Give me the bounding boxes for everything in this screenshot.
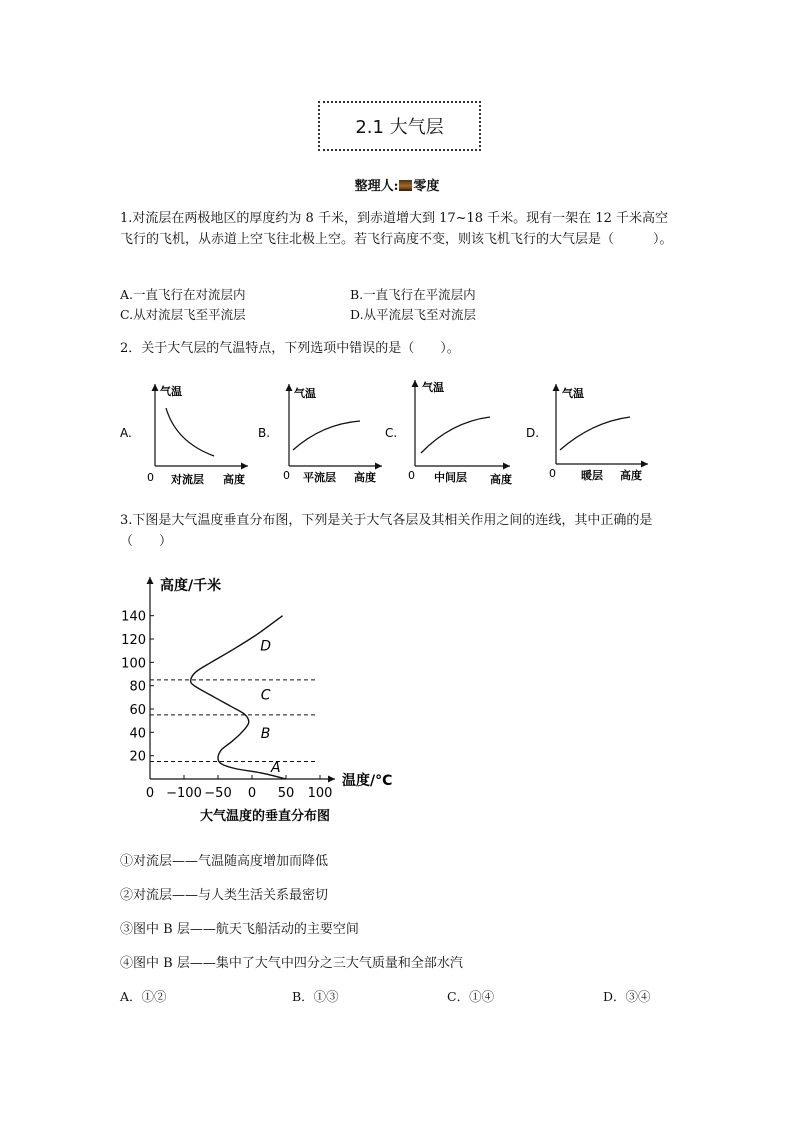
organizer-label: 整理人: [354, 179, 399, 194]
q3-answer-a: A．①② [120, 989, 167, 1004]
x-tick-label: −100 [166, 786, 202, 801]
graph-a-origin: 0 [147, 471, 154, 484]
graph-d-curve [560, 417, 630, 450]
q2-graph-b [258, 384, 382, 484]
graph-c-letter: C. [385, 426, 398, 440]
graph-d-letter: D. [526, 426, 540, 440]
graph-c-origin: 0 [408, 469, 415, 482]
x-tick-label: 0 [247, 786, 257, 801]
q2-graphs [110, 370, 670, 492]
x-tick-label: −50 [204, 786, 232, 801]
chart-x-label: 温度/°C [342, 773, 393, 789]
graph-a-letter: A. [120, 426, 132, 440]
chart-y-label: 高度/千米 [160, 578, 222, 594]
graph-c-layer: 中间层 [434, 471, 467, 484]
y-tick-label: 140 [121, 609, 146, 625]
q3-answer-c: C．①④ [447, 989, 495, 1004]
graph-a-layer: 对流层 [171, 473, 204, 486]
graph-d-layer: 暖层 [581, 469, 603, 482]
x-tick-label: 50 [277, 786, 295, 801]
layer-label-b: B [260, 726, 271, 743]
layer-label-d: D [260, 638, 271, 655]
avatar-icon [399, 180, 412, 191]
y-tick-label: 20 [129, 749, 146, 765]
q3-answer-b: B．①③ [292, 989, 339, 1004]
temperature-profile-chart [110, 565, 420, 835]
y-tick-label: 100 [121, 656, 146, 672]
q1-option-b: B.一直飞行在平流层内 [350, 287, 476, 302]
organizer-line [0, 175, 794, 194]
y-tick-label: 80 [129, 679, 146, 695]
question-3-stem: 3.下图是大气温度垂直分布图，下列是关于大气各层及其相关作用之间的连线，其中正确的是（ ） [120, 513, 653, 549]
graph-c-x-label: 高度 [490, 473, 512, 486]
q3-answer-d: D．③④ [603, 989, 651, 1004]
title-text: 2.1 大气层 [355, 117, 444, 138]
graph-d-y-label: 气温 [562, 387, 584, 400]
graph-c-y-label: 气温 [422, 381, 444, 394]
graph-d-origin: 0 [549, 467, 556, 480]
x-tick-label: 0 [145, 786, 155, 801]
y-tick-label: 40 [129, 726, 146, 742]
q2-graph-c [385, 380, 512, 486]
x-tick-label: 100 [307, 786, 333, 801]
q1-option-a: A.一直飞行在对流层内 [120, 287, 246, 302]
temperature-curve [191, 616, 286, 779]
q3-statement-4: ④图中 B 层——集中了大气中四分之三大气质量和全部水汽 [120, 956, 463, 971]
layer-label-a: A [271, 760, 281, 776]
y-tick-label: 60 [129, 703, 146, 718]
q3-statement-2: ②对流层——与人类生活关系最密切 [120, 888, 329, 903]
q2-graph-a [120, 384, 248, 486]
q1-option-c: C.从对流层飞至平流层 [120, 307, 246, 322]
graph-b-layer: 平流层 [303, 471, 336, 484]
y-tick-label: 120 [121, 633, 146, 648]
question-1-stem: 1.对流层在两极地区的厚度约为 8 千米，到赤道增大到 17~18 千米。现有一架在 12 千米高空飞行的飞机，从赤道上空飞往北极上空。若飞行高度不变，则该飞机飞行的大气层是（ ）。 [120, 211, 673, 247]
q2-graph-d [526, 384, 648, 482]
question-2-stem: 2．关于大气层的气温特点，下列选项中错误的是（ ）。 [120, 341, 460, 356]
graph-b-letter: B. [258, 426, 271, 440]
organizer-name: 零度 [413, 179, 440, 194]
graph-b-curve [293, 421, 360, 450]
graph-a-y-label: 气温 [160, 385, 182, 398]
page-title [318, 101, 481, 151]
graph-a-x-label: 高度 [223, 473, 245, 486]
graph-b-x-label: 高度 [354, 471, 376, 484]
graph-a-curve [166, 408, 214, 456]
q3-statement-3: ③图中 B 层——航天飞船活动的主要空间 [120, 922, 359, 937]
chart-title: 大气温度的垂直分布图 [199, 809, 331, 824]
layer-label-c: C [260, 687, 271, 704]
q3-statement-1: ①对流层——气温随高度增加而降低 [120, 854, 329, 869]
q1-option-d: D.从平流层飞至对流层 [350, 307, 477, 322]
graph-c-curve [421, 417, 490, 453]
graph-d-x-label: 高度 [620, 469, 642, 482]
graph-b-y-label: 气温 [294, 387, 316, 400]
graph-b-origin: 0 [283, 469, 290, 482]
